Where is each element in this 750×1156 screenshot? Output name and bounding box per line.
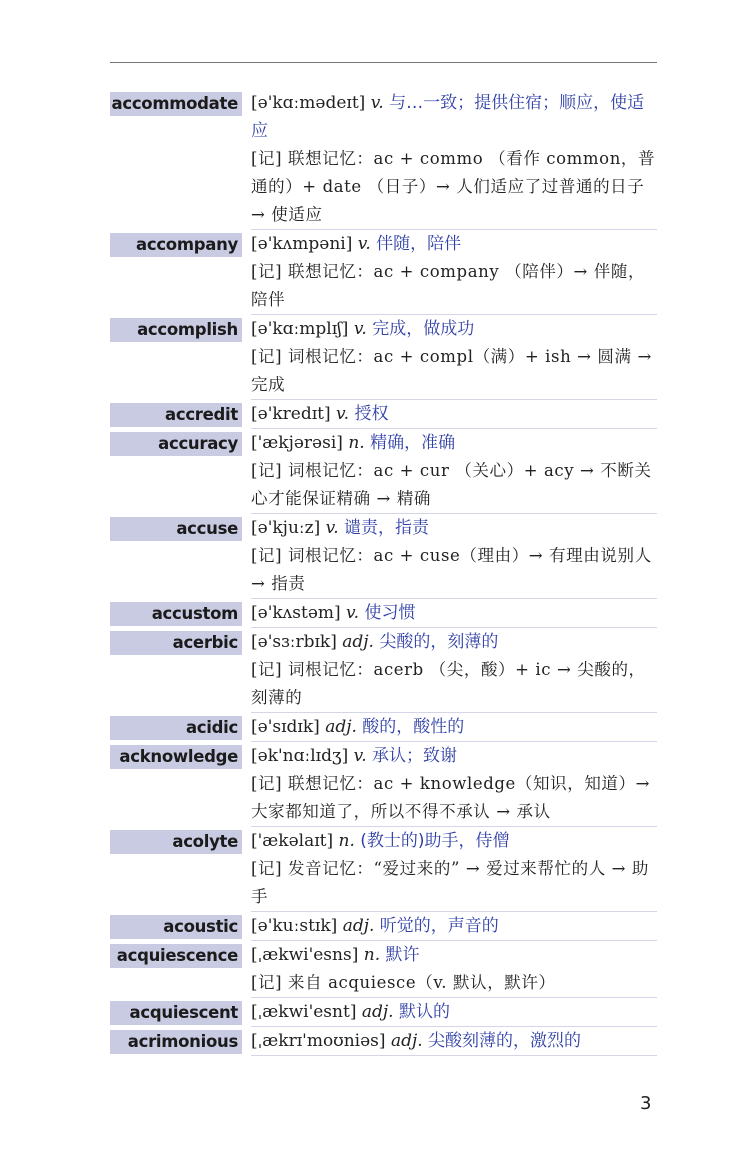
meaning: 尖酸的，刻薄的: [379, 632, 499, 652]
meaning: 听觉的，声音的: [379, 916, 499, 936]
entry-headline: [110, 514, 657, 542]
memory-note: [记] 词根记忆：ac + cur （关心）+ acy → 不断关心才能保证精确 → 精确: [251, 461, 652, 508]
part-of-speech: v.: [357, 234, 371, 254]
part-of-speech: v.: [370, 93, 384, 113]
phonetic: [ə'kuːstɪk]: [251, 916, 338, 936]
part-of-speech: n.: [338, 831, 355, 851]
page-number: 3: [640, 1093, 652, 1114]
definition: [251, 230, 657, 258]
definition: [251, 998, 657, 1026]
dictionary-entry: [110, 742, 657, 827]
phonetic: [ə'kɑːmplɪʃ]: [251, 319, 349, 339]
part-of-speech: v.: [346, 603, 360, 623]
entry-headline: [110, 315, 657, 343]
memory-note: [记] 联想记忆：ac + commo （看作 common，普通的）+ date （日子）→ 人们适应了过普通的日子 → 使适应: [251, 149, 656, 224]
headword: accuracy: [110, 432, 242, 456]
entry-headline: [110, 742, 657, 770]
headword: accredit: [110, 403, 242, 427]
definition: [251, 429, 657, 457]
memory-note: [记] 词根记忆：ac + cuse（理由）→ 有理由说别人 → 指责: [251, 546, 652, 593]
dictionary-entry: [110, 230, 657, 315]
meaning: 默许: [385, 945, 420, 965]
definition: [251, 599, 657, 627]
memory-note: [记] 来自 acquiesce（v. 默认，默许）: [251, 973, 556, 992]
phonetic: [ək'nɑːlɪdʒ]: [251, 746, 349, 766]
dictionary-entry: [110, 400, 657, 429]
meaning: (教士的)助手，侍僧: [360, 831, 510, 851]
headword: accompany: [110, 233, 242, 257]
dictionary-entry: [110, 998, 657, 1027]
entry-headline: [110, 827, 657, 855]
part-of-speech: adj.: [325, 717, 357, 737]
meaning: 精确，准确: [370, 433, 456, 453]
dictionary-entry: [110, 514, 657, 599]
phonetic: [ə'sɪdɪk]: [251, 717, 320, 737]
definition: [251, 742, 657, 770]
definition: [251, 912, 657, 940]
entry-headline: [110, 912, 657, 940]
meaning: 酸的，酸性的: [362, 717, 465, 737]
headword: acrimonious: [110, 1030, 242, 1054]
phonetic: [ə'kjuːz]: [251, 518, 321, 538]
memory-note: [记] 联想记忆：ac + company （陪伴）→ 伴随，陪伴: [251, 262, 646, 309]
meaning: 承认；致谢: [372, 746, 458, 766]
part-of-speech: adj.: [342, 632, 374, 652]
headword: accommodate: [110, 92, 242, 116]
meaning: 伴随，陪伴: [376, 234, 462, 254]
phonetic: [ˌækrɪ'moʊniəs]: [251, 1031, 386, 1051]
meaning: 与…一致；提供住宿；顺应，使适应: [251, 93, 645, 141]
phonetic: [ə'kredɪt]: [251, 404, 331, 424]
entry-headline: [110, 998, 657, 1026]
definition: [251, 1027, 657, 1055]
part-of-speech: v.: [353, 746, 367, 766]
part-of-speech: n.: [363, 945, 381, 965]
entry-headline: [110, 628, 657, 656]
headword: acolyte: [110, 830, 242, 854]
part-of-speech: adj.: [361, 1002, 394, 1022]
meaning: 尖酸刻薄的，激烈的: [428, 1031, 582, 1051]
headword: acquiescent: [110, 1001, 242, 1025]
entry-divider: [251, 1055, 657, 1056]
phonetic: [ə'kɑːmədeɪt]: [251, 93, 366, 113]
meaning: 使习惯: [364, 603, 416, 623]
entry-headline: [110, 400, 657, 428]
dictionary-entry: [110, 912, 657, 941]
dictionary-entry: [110, 89, 657, 230]
part-of-speech: n.: [348, 433, 365, 453]
top-rule: [110, 62, 657, 63]
dictionary-entry: [110, 941, 657, 998]
part-of-speech: adj.: [342, 916, 375, 936]
part-of-speech: v.: [336, 404, 350, 424]
definition: [251, 827, 657, 855]
headword: accustom: [110, 602, 242, 626]
definition: [251, 315, 657, 343]
meaning: 谴责，指责: [344, 518, 430, 538]
definition: [251, 713, 657, 741]
part-of-speech: v.: [325, 518, 339, 538]
entry-headline: [110, 599, 657, 627]
part-of-speech: adj.: [390, 1031, 423, 1051]
phonetic: [ˌækwi'esns]: [251, 945, 359, 965]
definition: [251, 400, 657, 428]
dictionary-entry: [110, 599, 657, 628]
headword: acknowledge: [110, 745, 242, 769]
entry-headline: [110, 89, 657, 145]
entry-headline: [110, 1027, 657, 1055]
memory-note: [记] 词根记忆：ac + compl（满）+ ish → 圆满 → 完成: [251, 347, 652, 394]
entry-headline: [110, 429, 657, 457]
headword: acidic: [110, 716, 242, 740]
phonetic: [ə'sɜːrbɪk]: [251, 632, 337, 652]
meaning: 默认的: [398, 1002, 450, 1022]
definition: [251, 514, 657, 542]
phonetic: [ˌækwi'esnt]: [251, 1002, 357, 1022]
dictionary-entry: [110, 1027, 657, 1056]
phonetic: ['ækjərəsi]: [251, 433, 343, 453]
memory-note: [记] 发音记忆：“爱过来的” → 爱过来帮忙的人 → 助手: [251, 859, 650, 906]
headword: acerbic: [110, 631, 242, 655]
part-of-speech: v.: [353, 319, 367, 339]
headword: acquiescence: [110, 944, 242, 968]
dictionary-entry: [110, 315, 657, 400]
headword: accuse: [110, 517, 242, 541]
dictionary-entry: [110, 827, 657, 912]
headword: accomplish: [110, 318, 242, 342]
definition: [251, 941, 657, 969]
entry-list: [110, 89, 657, 1056]
definition: [251, 628, 657, 656]
phonetic: ['ækəlaɪt]: [251, 831, 334, 851]
meaning: 授权: [354, 404, 389, 424]
headword: acoustic: [110, 915, 242, 939]
dictionary-entry: [110, 429, 657, 514]
entry-headline: [110, 941, 657, 969]
memory-note: [记] 联想记忆：ac + knowledge（知识，知道）→ 大家都知道了，所以不得不承认 → 承认: [251, 774, 651, 821]
definition: [251, 89, 657, 145]
entry-headline: [110, 713, 657, 741]
dictionary-entry: [110, 628, 657, 713]
dictionary-entry: [110, 713, 657, 742]
phonetic: [ə'kʌmpəni]: [251, 234, 353, 254]
meaning: 完成，做成功: [372, 319, 475, 339]
memory-note: [记] 词根记忆：acerb （尖，酸）+ ic → 尖酸的，刻薄的: [251, 660, 646, 707]
entry-headline: [110, 230, 657, 258]
phonetic: [ə'kʌstəm]: [251, 603, 341, 623]
